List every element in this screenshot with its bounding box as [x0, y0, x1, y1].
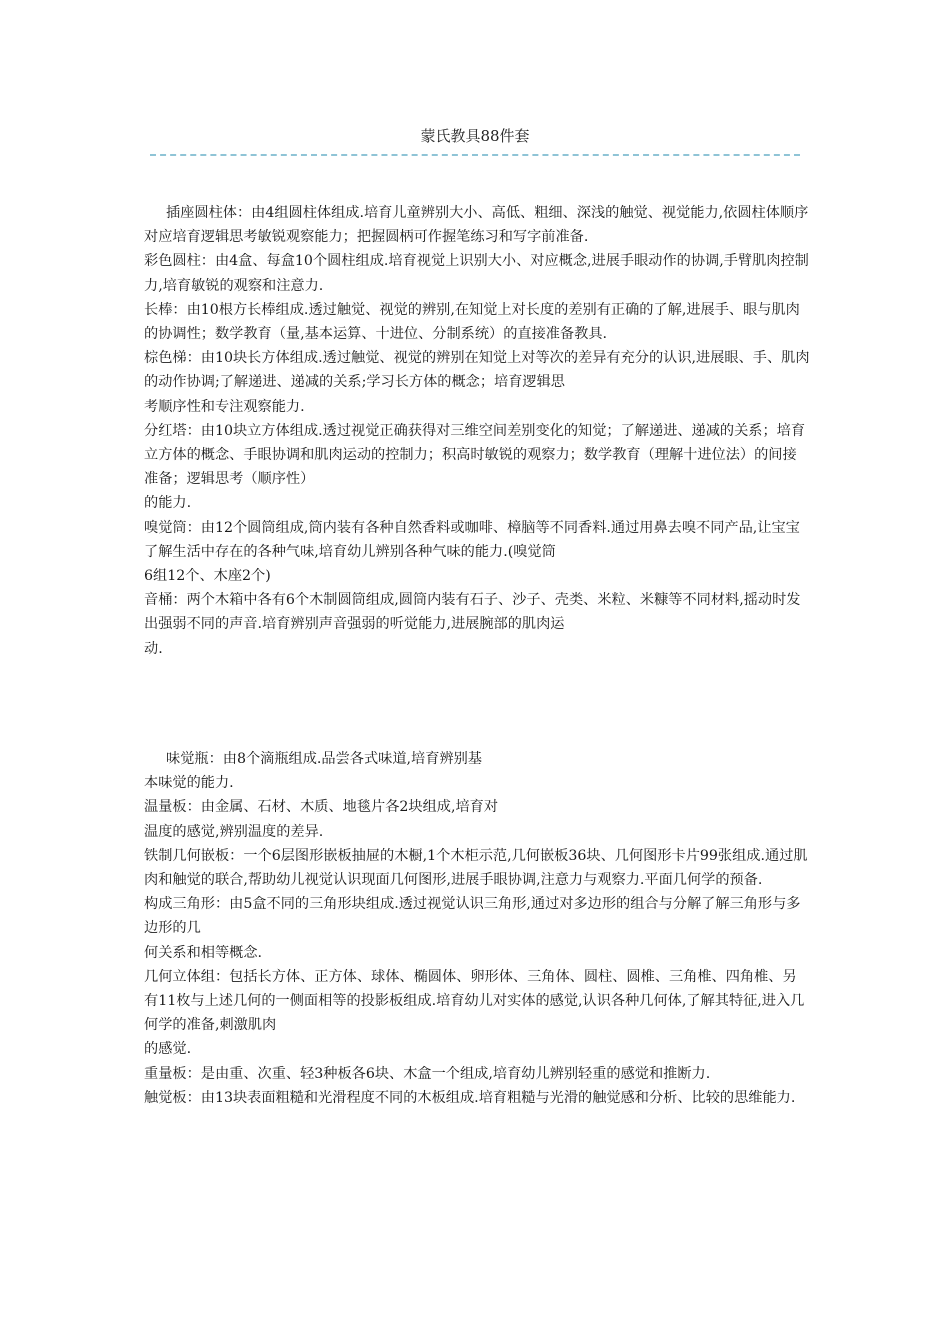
section-1: [144, 201, 810, 661]
paragraph-geometric-solids: 几何立体组：包括长方体、正方体、球体、椭圆体、卵形体、三角体、圆柱、圆椎、三角椎、四角椎、另有11枚与上述几何的一侧面相等的投影板组成.培育幼儿对实体的感觉,认识各种几何体,了解其特征,进入几何学的准备,刺激肌肉: [144, 968, 805, 1034]
paragraph-constructive-triangles-cont: 何关系和相等概念.: [144, 944, 263, 961]
title-divider: [150, 154, 800, 156]
paragraph-pink-tower-cont: 的能力.: [144, 495, 192, 512]
paragraph-long-rods: 长棒：由10根方长棒组成.透过触觉、视觉的辨别,在知觉上对长度的差别有正确的了解,进展手、眼与肌肉的协调性；数学教育（量,基本运算、十进位、分制系统）的直接准备教具.: [144, 301, 800, 343]
paragraph-sound-boxes-cont: 动.: [144, 640, 163, 657]
paragraph-thermic-tablets-cont: 温度的感觉,辨别温度的差异.: [144, 823, 324, 840]
paragraph-pink-tower: 分红塔：由10块立方体组成.透过视觉正确获得对三维空间差别变化的知觉；了解递进、递减的关系；培育立方体的概念、手眼协调和肌肉运动的控制力；积高时敏锐的观察力；数学教育（理解十进位法）的间接准备；逻辑思考（顺序性）: [144, 422, 806, 488]
paragraph-touch-boards: 触觉板：由13块表面粗糙和光滑程度不同的木板组成.培育粗糙与光滑的触觉感和分析、比较的思维能力.: [144, 1089, 796, 1106]
paragraph-geometric-cabinet: 铁制几何嵌板：一个6层图形嵌板抽屉的木橱,1个木柜示范,几何嵌板36块、几何图形卡片99张组成.通过肌肉和触觉的联合,帮助幼儿视觉认识现面几何图形,进展手眼协调,注意力与观察力.平面几何学的预备.: [144, 847, 808, 889]
paragraph-thermic-tablets: 温量板：由金属、石材、木质、地毯片各2块组成,培育对: [144, 799, 499, 816]
paragraph-baric-tablets: 重量板：是由重、次重、轻3种板各6块、木盒一个组成,培育幼儿辨别轻重的感觉和推断力.: [144, 1065, 711, 1082]
paragraph-brown-stair-cont: 考顺序性和专注观察能力.: [144, 398, 305, 415]
paragraph-smelling-bottles: 嗅觉筒：由12个圆筒组成,筒内装有各种自然香料或咖啡、樟脑等不同香料.通过用鼻去嗅不同产品,让宝宝了解生活中存在的各种气味,培育幼儿辨别各种气味的能力.(嗅觉筒: [144, 519, 800, 560]
paragraph-brown-stair: 棕色梯：由10块长方体组成.透过触觉、视觉的辨别在知觉上对等次的差异有充分的认识,进展眼、手、肌肉的动作协调;了解递进、递减的关系;学习长方体的概念；培育逻辑思: [144, 350, 810, 391]
section-2: [144, 747, 810, 1110]
paragraph-smelling-bottles-cont: 6组12个、木座2个): [144, 568, 271, 585]
paragraph-constructive-triangles: 构成三角形：由5盒不同的三角形块组成.透过视觉认识三角形,通过对多边形的组合与分解了解三角形与多边形的几: [144, 896, 801, 937]
document-title: 蒙氏教具88件套: [420, 127, 530, 145]
paragraph-tasting-bottles: 味觉瓶：由8个滴瓶组成.品尝各式味道,培育辨别基: [166, 751, 482, 767]
paragraph-geometric-solids-cont: 的感觉.: [144, 1041, 192, 1058]
paragraph-sound-boxes: 音桶：两个木箱中各有6个木制圆筒组成,圆筒内装有石子、沙子、壳类、米粒、米糠等不同材料,摇动时发出强弱不同的声音.培育辨别声音强弱的听觉能力,进展腕部的肌肉运: [144, 592, 801, 633]
paragraph-color-cylinders: 彩色圆柱：由4盒、每盒10个圆柱组成.培育视觉上识别大小、对应概念,进展手眼动作的协调,手臂肌肉控制力,培育敏锐的观察和注意力.: [144, 253, 809, 294]
paragraph-socket-cylinders: 插座圆柱体：由4组圆柱体组成.培育儿童辨别大小、高低、粗细、深浅的触觉、视觉能力,依圆柱体顺序对应培育逻辑思考敏锐观察能力；把握圆柄可作握笔练习和写字前准备.: [144, 205, 809, 246]
paragraph-tasting-bottles-cont: 本味觉的能力.: [144, 775, 234, 792]
